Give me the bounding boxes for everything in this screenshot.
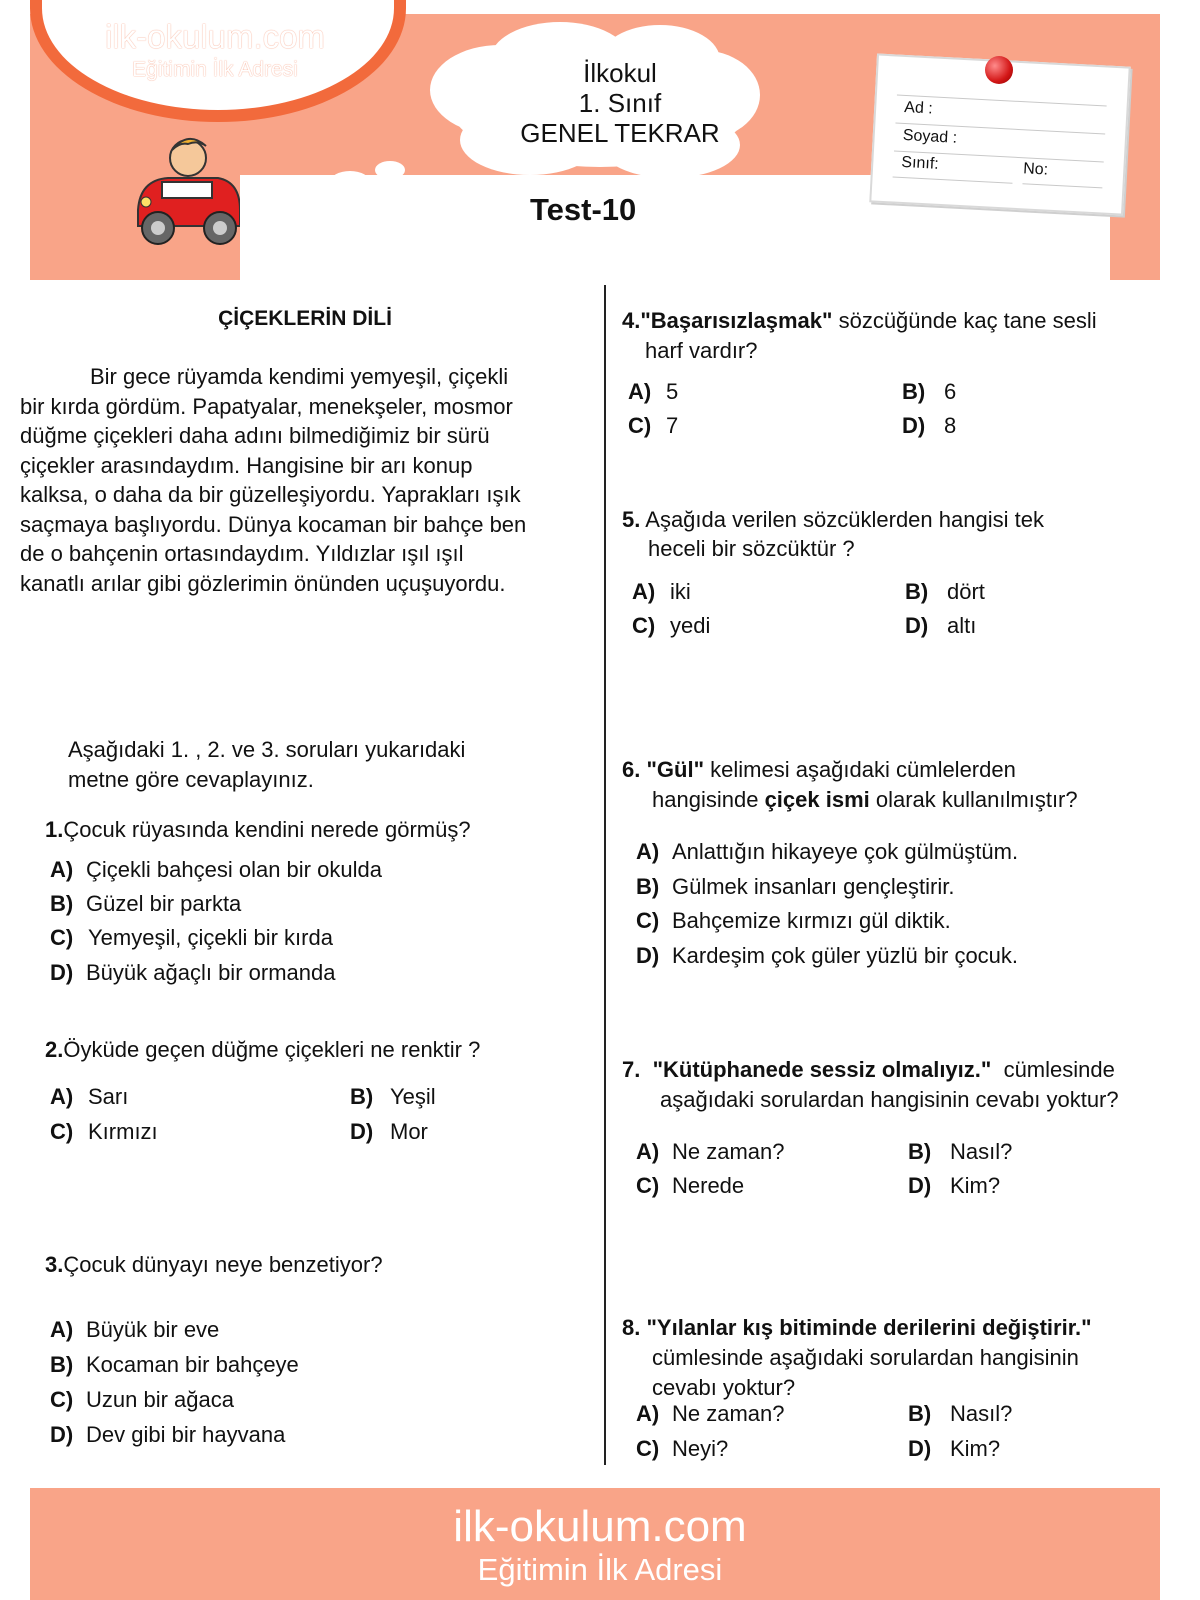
q3-option-a[interactable] <box>50 1315 219 1345</box>
option-letter: B) <box>908 1401 932 1426</box>
passage-line: bir kırda gördüm. Papatyalar, menekşeler, mosmor <box>20 394 513 419</box>
option-text: Güzel bir parkta <box>86 891 242 916</box>
q2-option-c[interactable] <box>50 1117 158 1147</box>
option-letter: B) <box>350 1084 374 1109</box>
q2-option-a[interactable] <box>50 1082 128 1112</box>
q5-option-d[interactable] <box>905 611 976 641</box>
q5-option-a[interactable] <box>632 577 691 607</box>
option-letter: D) <box>350 1119 374 1144</box>
question-number: 1. <box>45 817 64 842</box>
option-letter: B) <box>636 874 660 899</box>
question-8-cont: cümlesinde aşağıdaki sorulardan hangisinin <box>652 1345 1079 1370</box>
option-text: Kırmızı <box>88 1119 158 1144</box>
option-text: Nerede <box>672 1173 745 1198</box>
option-text: Büyük bir eve <box>86 1317 220 1342</box>
option-letter: D) <box>636 943 660 968</box>
q5-option-b[interactable] <box>905 577 985 607</box>
option-letter: C) <box>636 1436 660 1461</box>
option-letter: C) <box>50 1119 74 1144</box>
q4-option-c[interactable] <box>628 411 678 441</box>
option-letter: D) <box>902 413 926 438</box>
option-text: 5 <box>666 379 679 404</box>
option-letter: D) <box>50 960 74 985</box>
q7-option-b[interactable] <box>908 1137 1012 1167</box>
option-text: Kim? <box>950 1173 1001 1198</box>
question-number: 5. <box>622 507 641 532</box>
footer-tagline: Eğitimin İlk Adresi <box>477 1552 723 1587</box>
passage-line: Bir gece rüyamda kendimi yemyeşil, çiçekli <box>90 364 509 389</box>
option-text: dört <box>947 579 985 604</box>
question-text: sözcüğünde kaç tane sesli <box>838 308 1097 333</box>
option-text: Gülmek insanları gençleştirir. <box>672 874 955 899</box>
option-text: Ne zaman? <box>672 1139 785 1164</box>
option-text: 7 <box>666 413 679 438</box>
question-keyword: çiçek ismi <box>764 787 870 812</box>
option-letter: C) <box>50 925 74 950</box>
q3-option-d[interactable] <box>50 1420 285 1450</box>
question-keyword: "Gül" <box>646 757 705 782</box>
question-2 <box>45 1035 480 1065</box>
option-letter: D) <box>50 1422 74 1447</box>
question-number: 7. <box>622 1057 641 1082</box>
question-8 <box>622 1313 1092 1343</box>
option-text: Çiçekli bahçesi olan bir okulda <box>86 857 382 882</box>
q4-option-d[interactable] <box>902 411 956 441</box>
option-letter: D) <box>908 1173 932 1198</box>
option-letter: A) <box>628 379 652 404</box>
grade: 1. Sınıf <box>578 88 662 118</box>
option-text: Ne zaman? <box>672 1401 785 1426</box>
option-letter: C) <box>636 1173 660 1198</box>
question-7-cont: aşağıdaki sorulardan hangisinin cevabı yoktur? <box>660 1087 1119 1112</box>
option-letter: C) <box>50 1387 74 1412</box>
question-4-cont: harf vardır? <box>645 338 758 363</box>
q6-option-c[interactable] <box>636 906 951 936</box>
subject: GENEL TEKRAR <box>520 118 720 148</box>
test-title: Test-10 <box>530 192 637 227</box>
question-text: olarak kullanılmıştır? <box>875 787 1078 812</box>
q1-option-a[interactable] <box>50 855 382 885</box>
q7-option-a[interactable] <box>636 1137 785 1167</box>
option-letter: A) <box>632 579 656 604</box>
option-text: Dev gibi bir hayvana <box>86 1422 286 1447</box>
option-text: iki <box>670 579 691 604</box>
option-text: Neyi? <box>672 1436 729 1461</box>
q1-option-d[interactable] <box>50 958 335 988</box>
passage-title: ÇİÇEKLERİN DİLİ <box>218 307 392 330</box>
question-number: 8. <box>622 1315 641 1340</box>
question-number: 3. <box>45 1252 64 1277</box>
question-5-cont: heceli bir sözcüktür ? <box>648 536 855 561</box>
q1-option-b[interactable] <box>50 889 241 919</box>
q3-option-c[interactable] <box>50 1385 234 1415</box>
passage-line: düğme çiçekleri daha adını bilmediğimiz bir sürü <box>20 423 490 448</box>
question-6 <box>622 755 1016 785</box>
question-3 <box>45 1250 383 1280</box>
q4-option-a[interactable] <box>628 377 678 407</box>
option-text: Nasıl? <box>950 1139 1013 1164</box>
q8-option-a[interactable] <box>636 1399 785 1429</box>
option-letter: B) <box>905 579 929 604</box>
school-level: İlkokul <box>583 58 657 88</box>
question-keyword: "Kütüphanede sessiz olmalıyız." <box>652 1057 992 1082</box>
question-text: hangisinde <box>652 787 759 812</box>
passage-line: saçmaya başlıyordu. Dünya kocaman bir bahçe ben <box>20 512 527 537</box>
q7-option-c[interactable] <box>636 1171 744 1201</box>
option-letter: A) <box>50 1084 74 1109</box>
option-letter: B) <box>902 379 926 404</box>
question-5 <box>622 505 1044 535</box>
q8-option-d[interactable] <box>908 1434 1000 1464</box>
option-letter: C) <box>632 613 656 638</box>
option-letter: C) <box>636 908 660 933</box>
option-text: Kocaman bir bahçeye <box>86 1352 299 1377</box>
surname-label: Soyad : <box>902 126 958 147</box>
question-text: Öyküde geçen düğme çiçekleri ne renktir ? <box>63 1037 481 1062</box>
name-label: Ad : <box>903 98 934 118</box>
option-letter: B) <box>50 891 74 916</box>
question-keyword: "Yılanlar kış bitiminde derilerini değiştirir." <box>646 1315 1092 1340</box>
question-number: 4. <box>622 308 641 333</box>
question-text: Çocuk dünyayı neye benzetiyor? <box>63 1252 383 1277</box>
class-label: Sınıf: <box>900 153 940 173</box>
passage-line: kanatlı arılar gibi gözlerimin önünden uçuşuyordu. <box>20 571 506 596</box>
option-text: 8 <box>944 413 957 438</box>
option-text: 6 <box>944 379 957 404</box>
pushpin-icon <box>985 56 1013 84</box>
option-text: Kardeşim çok güler yüzlü bir çocuk. <box>672 943 1019 968</box>
question-keyword: "Başarısızlaşmak" <box>640 308 833 333</box>
footer-site: ilk-okulum.com <box>453 1502 747 1551</box>
question-number: 6. <box>622 757 641 782</box>
q4-option-b[interactable] <box>902 377 956 407</box>
q3-option-b[interactable] <box>50 1350 299 1380</box>
option-letter: A) <box>636 839 660 864</box>
option-letter: A) <box>636 1401 660 1426</box>
q6-option-b[interactable] <box>636 872 954 902</box>
option-text: Büyük ağaçlı bir ormanda <box>86 960 336 985</box>
instruction-line: Aşağıdaki 1. , 2. ve 3. soruları yukarıdaki <box>68 737 466 762</box>
question-text: Aşağıda verilen sözcüklerden hangisi tek <box>645 507 1044 532</box>
option-text: Mor <box>390 1119 428 1144</box>
number-label: No: <box>1022 160 1049 179</box>
option-text: Bahçemize kırmızı gül diktik. <box>672 908 951 933</box>
q8-option-b[interactable] <box>908 1399 1012 1429</box>
option-text: yedi <box>670 613 711 638</box>
passage-line: kalksa, o daha da bir güzelleşiyordu. Yaprakları ışık <box>20 482 521 507</box>
question-text: kelimesi aşağıdaki cümlelerden <box>710 757 1016 782</box>
q6-option-d[interactable] <box>636 941 1018 971</box>
option-text: Kim? <box>950 1436 1001 1461</box>
question-1 <box>45 815 471 845</box>
option-letter: D) <box>905 613 929 638</box>
question-8-cont: cevabı yoktur? <box>652 1375 796 1400</box>
option-letter: B) <box>50 1352 74 1377</box>
question-7 <box>622 1055 1115 1085</box>
option-letter: D) <box>908 1436 932 1461</box>
question-4 <box>622 306 1097 336</box>
column-divider <box>604 285 606 1465</box>
option-text: Nasıl? <box>950 1401 1013 1426</box>
q6-option-a[interactable] <box>636 837 1018 867</box>
passage-line: de o bahçenin ortasındaydım. Yıldızlar ışıl ışıl <box>20 541 464 566</box>
option-text: Anlattığın hikayeye çok gülmüştüm. <box>672 839 1019 864</box>
question-number: 2. <box>45 1037 64 1062</box>
question-text: cümlesinde <box>1003 1057 1115 1082</box>
option-letter: A) <box>636 1139 660 1164</box>
option-letter: C) <box>628 413 652 438</box>
option-text: Uzun bir ağaca <box>86 1387 234 1412</box>
option-letter: B) <box>908 1139 932 1164</box>
logo-tagline: Eğitimin İlk Adresi <box>132 58 298 81</box>
passage-line: çiçekler arasındaydım. Hangisine bir arı konup <box>20 453 473 478</box>
logo-site: ilk-okulum.com <box>104 18 326 55</box>
q2-option-d[interactable] <box>350 1117 428 1147</box>
q2-option-b[interactable] <box>350 1082 436 1112</box>
q8-option-c[interactable] <box>636 1434 728 1464</box>
option-text: Yemyeşil, çiçekli bir kırda <box>88 925 333 950</box>
q5-option-c[interactable] <box>632 611 710 641</box>
q7-option-d[interactable] <box>908 1171 1000 1201</box>
option-letter: A) <box>50 857 74 882</box>
option-letter: A) <box>50 1317 74 1342</box>
car-cartoon-icon <box>128 130 248 250</box>
option-text: altı <box>947 613 977 638</box>
instruction-line: metne göre cevaplayınız. <box>68 767 314 792</box>
question-text: Çocuk rüyasında kendini nerede görmüş? <box>63 817 471 842</box>
option-text: Yeşil <box>390 1084 436 1109</box>
question-6-cont <box>652 785 1078 815</box>
q1-option-c[interactable] <box>50 923 333 953</box>
option-text: Sarı <box>88 1084 129 1109</box>
